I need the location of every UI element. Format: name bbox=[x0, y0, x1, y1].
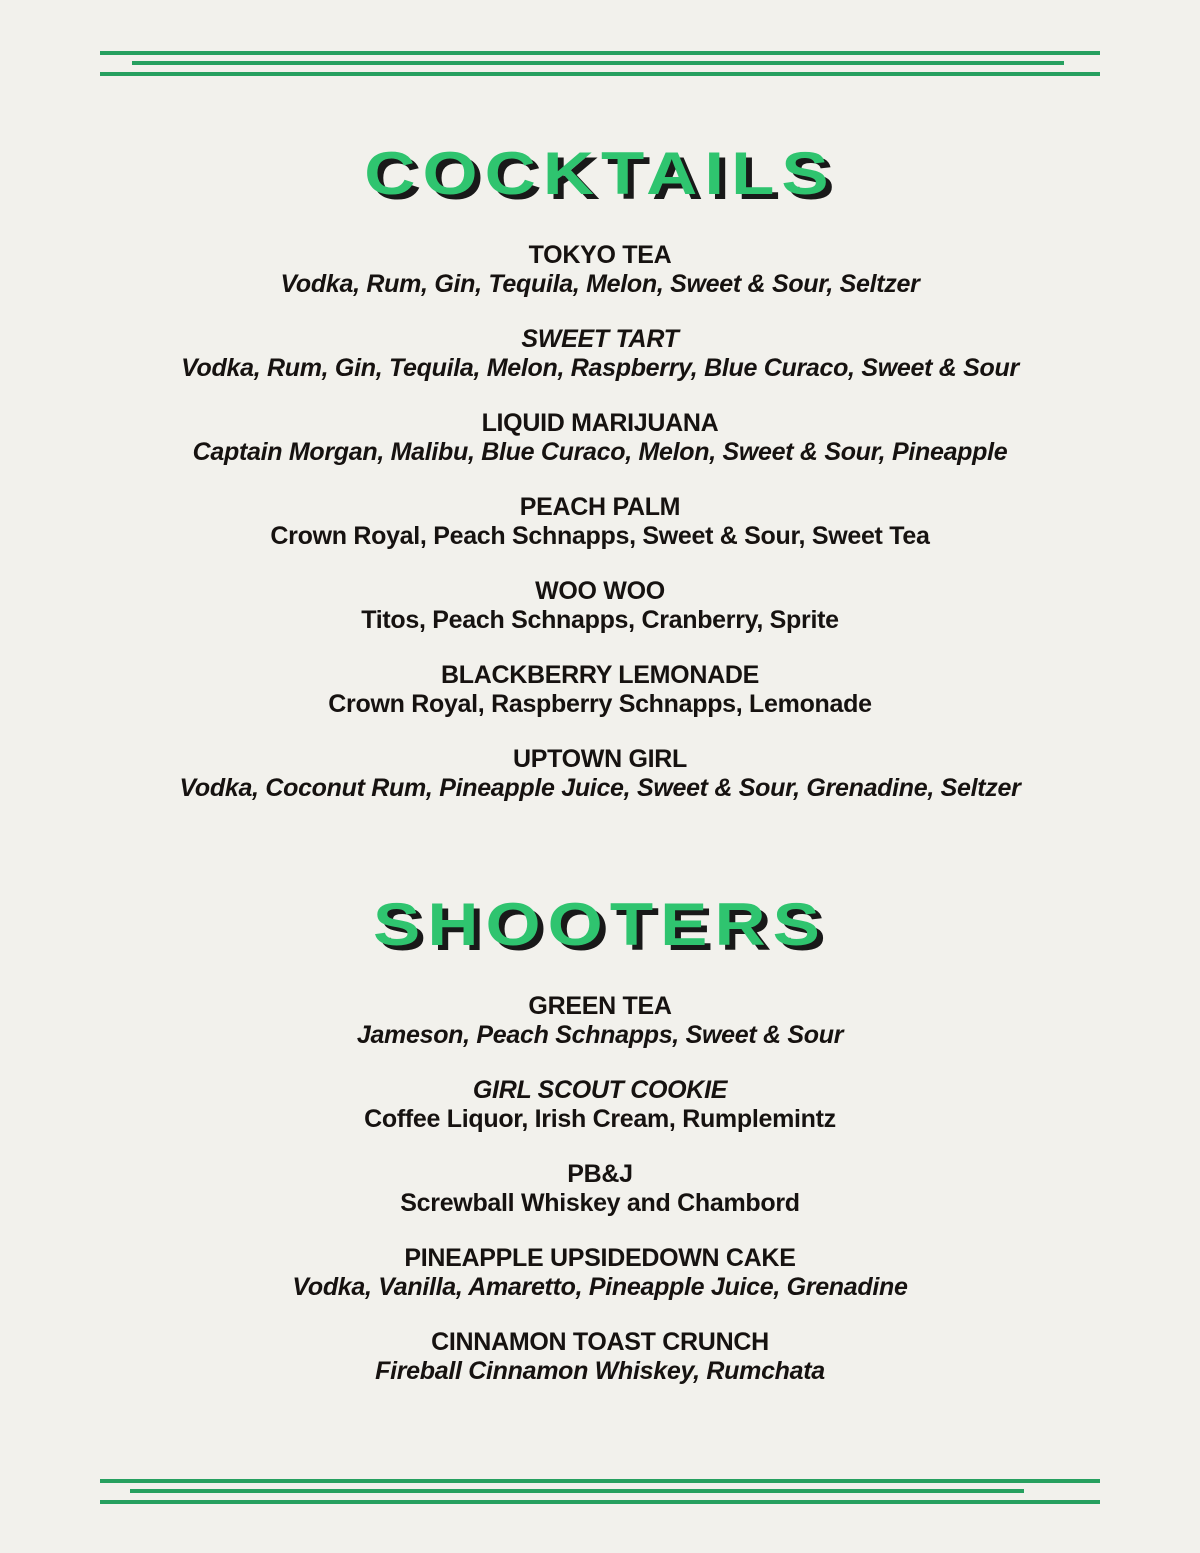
menu-item-cinnamon-toast-crunch bbox=[0, 1328, 1200, 1386]
item-ingredients: Screwball Whiskey and Chambord bbox=[400, 1189, 800, 1217]
divider-line bbox=[100, 1500, 1100, 1504]
cocktails-item-list bbox=[0, 241, 1200, 803]
menu-item-uptown-girl bbox=[0, 745, 1200, 803]
top-triple-line-divider bbox=[100, 0, 1100, 76]
divider-line bbox=[100, 1479, 1100, 1483]
menu-item-peach-palm bbox=[0, 493, 1200, 551]
divider-line bbox=[130, 1489, 1024, 1493]
item-ingredients: Vodka, Rum, Gin, Tequila, Melon, Raspberry, Blue Curaco, Sweet & Sour bbox=[181, 354, 1019, 382]
item-ingredients: Vodka, Coconut Rum, Pineapple Juice, Sweet & Sour, Grenadine, Seltzer bbox=[179, 774, 1021, 802]
menu-item-woo-woo bbox=[0, 577, 1200, 635]
divider-line bbox=[132, 61, 1064, 65]
divider-line bbox=[100, 51, 1100, 55]
menu-item-liquid-marijuana bbox=[0, 409, 1200, 467]
item-name: LIQUID MARIJUANA bbox=[481, 409, 719, 437]
menu-item-blackberry-lemonade bbox=[0, 661, 1200, 719]
menu-item-girl-scout-cookie bbox=[0, 1076, 1200, 1134]
menu-item-green-tea bbox=[0, 992, 1200, 1050]
bottom-triple-line-divider bbox=[100, 1479, 1100, 1504]
section-title-shooters: SHOOTERS bbox=[373, 891, 827, 958]
item-ingredients: Captain Morgan, Malibu, Blue Curaco, Melon, Sweet & Sour, Pineapple bbox=[192, 438, 1008, 466]
section-title-cocktails: COCKTAILS bbox=[364, 140, 836, 207]
item-name: WOO WOO bbox=[535, 577, 665, 605]
item-ingredients: Vodka, Rum, Gin, Tequila, Melon, Sweet & Sour, Seltzer bbox=[280, 270, 920, 298]
divider-line bbox=[100, 72, 1100, 76]
item-ingredients: Crown Royal, Peach Schnapps, Sweet & Sour, Sweet Tea bbox=[270, 522, 930, 550]
item-name: PB&J bbox=[567, 1160, 633, 1188]
item-name: PEACH PALM bbox=[519, 493, 681, 521]
menu-item-tokyo-tea bbox=[0, 241, 1200, 299]
item-name: GREEN TEA bbox=[528, 992, 672, 1020]
item-ingredients: Vodka, Vanilla, Amaretto, Pineapple Juice, Grenadine bbox=[292, 1273, 908, 1301]
item-name: CINNAMON TOAST CRUNCH bbox=[431, 1328, 769, 1356]
item-name: BLACKBERRY LEMONADE bbox=[441, 661, 759, 689]
item-name: GIRL SCOUT COOKIE bbox=[472, 1076, 728, 1104]
item-ingredients: Coffee Liquor, Irish Cream, Rumplemintz bbox=[364, 1105, 836, 1133]
item-ingredients: Titos, Peach Schnapps, Cranberry, Sprite bbox=[361, 606, 839, 634]
item-ingredients: Jameson, Peach Schnapps, Sweet & Sour bbox=[356, 1021, 844, 1049]
item-name: PINEAPPLE UPSIDEDOWN CAKE bbox=[404, 1244, 796, 1272]
item-ingredients: Crown Royal, Raspberry Schnapps, Lemonade bbox=[328, 690, 872, 718]
item-ingredients: Fireball Cinnamon Whiskey, Rumchata bbox=[375, 1357, 825, 1385]
menu-item-pineapple-upsidedown-cake bbox=[0, 1244, 1200, 1302]
menu-item-sweet-tart bbox=[0, 325, 1200, 383]
item-name: SWEET TART bbox=[521, 325, 679, 353]
shooters-item-list bbox=[0, 992, 1200, 1386]
menu-item-pbj bbox=[0, 1160, 1200, 1218]
item-name: UPTOWN GIRL bbox=[512, 745, 687, 773]
item-name: TOKYO TEA bbox=[528, 241, 672, 269]
